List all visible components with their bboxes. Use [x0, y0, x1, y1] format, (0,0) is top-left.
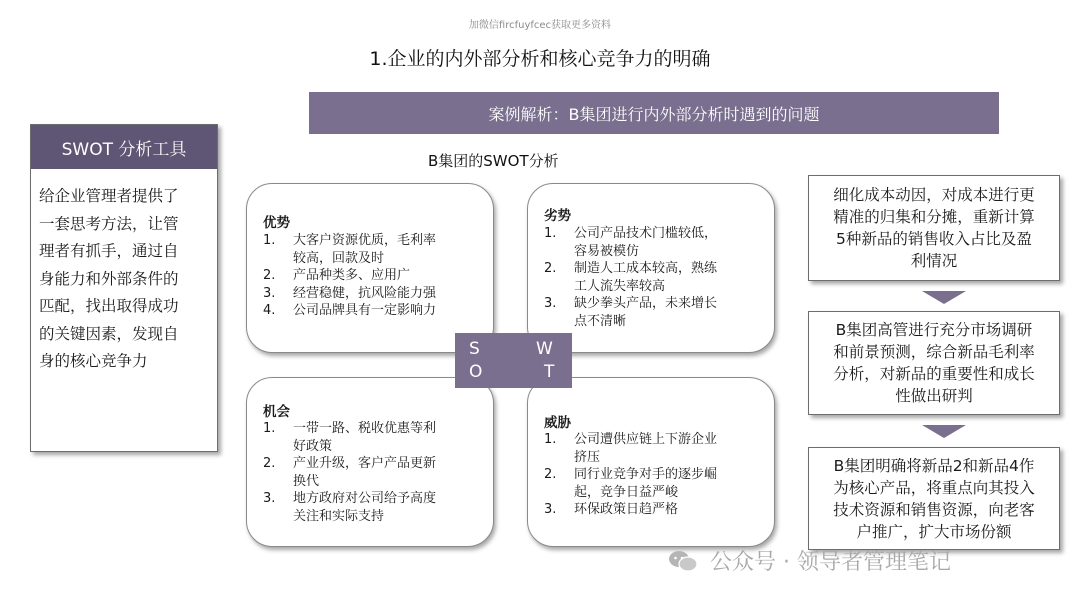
strengths-list [263, 232, 489, 320]
flow-line: 户推广，扩大市场份额 [856, 522, 1012, 541]
item-line: 较高，回款及时 [293, 250, 385, 266]
list-item [544, 431, 770, 466]
watermark-text: 公众号 · 领导者管理笔记 [710, 550, 951, 575]
swot-tool-box [30, 124, 218, 452]
weaknesses-quadrant [527, 183, 775, 353]
item-number: 3. [263, 491, 276, 506]
item-number: 1. [263, 421, 276, 436]
flow-step-2 [808, 311, 1060, 415]
item-line: 地方政府对公司给予高度 [293, 491, 437, 506]
case-banner [309, 92, 999, 134]
list-item [263, 232, 489, 267]
item-line: 工人流失率较高 [574, 278, 666, 294]
item-line: 产品种类多、应用广 [293, 268, 411, 283]
threats-list [544, 431, 770, 519]
item-line: 好政策 [293, 438, 333, 454]
swot-letter-o: O [469, 362, 483, 382]
top-note: 加微信fircfuyfcec获取更多资料 [468, 20, 612, 31]
flow-line: B集团高管进行充分市场调研 [835, 321, 1033, 339]
case-banner-text: 案例解析：B集团进行内外部分析时遇到的问题 [488, 104, 820, 124]
flow-line: 利情况 [910, 252, 958, 270]
swot-tool-title: SWOT 分析工具 [31, 125, 217, 169]
flow-line: 为核心产品，将重点向其投入 [833, 478, 1035, 497]
item-line: 挤压 [574, 449, 601, 465]
item-number: 4. [263, 303, 276, 318]
item-line: 关注和实际支持 [293, 508, 385, 524]
swot-tool-line: 给企业管理者提供了 [39, 187, 179, 205]
item-number: 1. [544, 432, 557, 447]
swot-tool-description [31, 169, 217, 376]
item-number: 2. [263, 268, 276, 283]
swot-tool-line: 匹配，找出取得成功 [39, 297, 179, 315]
swot-letter-w: W [536, 339, 553, 359]
list-item [544, 260, 770, 295]
opportunities-heading: 机会 [263, 404, 290, 420]
flow-line: 精准的归集和分摊，重新计算 [833, 208, 1035, 226]
flow-line: 性做出研判 [895, 387, 973, 405]
list-item [263, 490, 489, 525]
swot-letter-t: T [544, 362, 555, 382]
swot-tool-line: 身能力和外部条件的 [39, 269, 179, 288]
swot-center-box [455, 333, 572, 388]
weaknesses-list [544, 225, 770, 330]
list-item [263, 267, 489, 285]
down-arrow-icon [922, 291, 966, 304]
flow-line: 技术资源和销售资源，向老客 [833, 500, 1035, 519]
list-item [544, 466, 770, 501]
watermark [668, 545, 951, 576]
down-arrow-icon [922, 425, 966, 438]
item-line: 制造人工成本较高，熟练 [574, 261, 718, 276]
item-line: 容易被模仿 [574, 243, 640, 259]
flow-step-3 [808, 447, 1060, 550]
strengths-heading: 优势 [263, 215, 290, 231]
flow-line: B集团明确将新品2和新品4作 [833, 456, 1035, 475]
strengths-quadrant [246, 183, 494, 353]
list-item [544, 295, 770, 330]
item-line: 一带一路、税收优惠等利 [293, 421, 437, 436]
item-number: 2. [544, 261, 557, 276]
flow-line: 分析，对新品的重要性和成长 [833, 365, 1035, 383]
item-number: 3. [544, 502, 557, 517]
item-line: 产业升级，客户产品更新 [293, 456, 437, 471]
item-number: 1. [263, 233, 276, 248]
opportunities-list [263, 420, 489, 525]
item-line: 公司产品技术门槛较低， [574, 226, 718, 241]
swot-tool-line: 身的核心竞争力 [39, 352, 148, 370]
swot-tool-line: 的关键因素，发现自 [39, 324, 179, 343]
swot-tool-line: 一套思考方法，让管 [39, 214, 179, 233]
threats-quadrant [527, 377, 775, 547]
swot-letter-s: S [469, 339, 480, 359]
wechat-icon [668, 550, 698, 572]
swot-chart-title: B集团的SWOT分析 [428, 152, 559, 170]
list-item [544, 225, 770, 260]
item-line: 点不清晰 [574, 313, 627, 329]
item-line: 公司品牌具有一定影响力 [293, 303, 437, 318]
weaknesses-heading: 劣势 [544, 208, 571, 224]
item-line: 缺少拳头产品，未来增长 [574, 296, 718, 311]
item-number: 3. [544, 296, 557, 311]
swot-tool-line: 理者有抓手，通过自 [39, 242, 179, 260]
item-number: 3. [263, 285, 276, 301]
item-line: 环保政策日趋严格 [574, 502, 679, 517]
list-item [544, 501, 770, 519]
threats-heading: 威胁 [544, 415, 571, 431]
flow-step-1 [808, 175, 1060, 281]
item-line: 起，竞争日益严峻 [574, 484, 679, 500]
item-line: 同行业竞争对手的逐步崛 [574, 467, 718, 482]
item-line: 公司遭供应链上下游企业 [574, 432, 718, 447]
list-item [263, 420, 489, 455]
list-item [263, 455, 489, 490]
flow-line: 5种新品的销售收入占比及盈 [836, 230, 1032, 248]
flow-line: 和前景预测，综合新品毛利率 [833, 343, 1035, 361]
page-title: 1.企业的内外部分析和核心竞争力的明确 [369, 48, 711, 70]
list-item [263, 302, 489, 320]
item-number: 2. [263, 456, 276, 471]
item-line: 大客户资源优质，毛利率 [293, 233, 437, 248]
list-item [263, 285, 489, 303]
item-number: 1. [544, 226, 557, 241]
item-line: 换代 [293, 473, 320, 489]
flow-line: 细化成本动因，对成本进行更 [833, 186, 1035, 204]
opportunities-quadrant [246, 377, 494, 547]
item-line: 经营稳健，抗风险能力强 [293, 285, 437, 301]
item-number: 2. [544, 467, 557, 482]
